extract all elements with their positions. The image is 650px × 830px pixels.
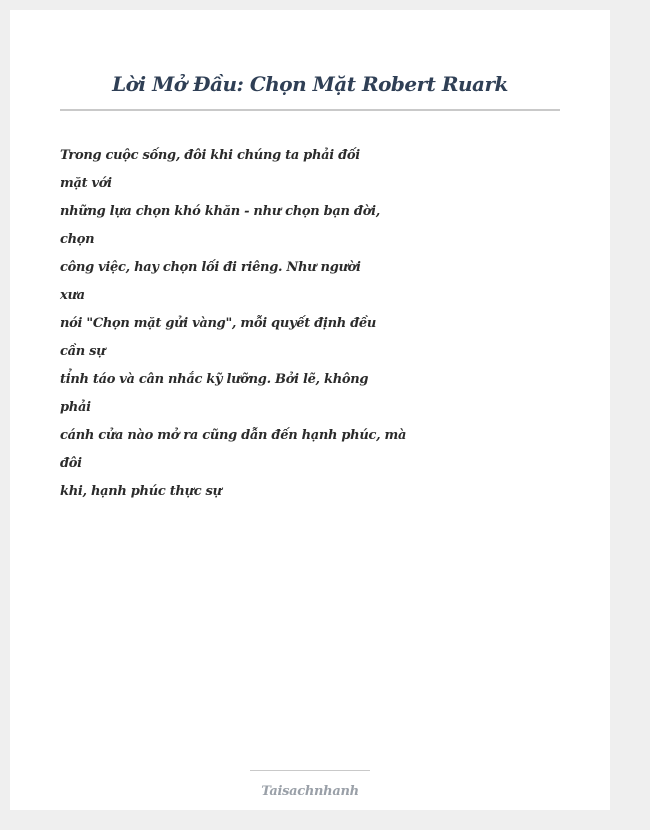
body-text	[60, 142, 407, 506]
body-line: xưa	[60, 288, 85, 303]
body-line: khi, hạnh phúc thực sự	[60, 484, 222, 499]
page-title: Lời Mở Đầu: Chọn Mặt Robert Ruark	[112, 72, 508, 96]
body-line: cánh cửa nào mở ra cũng dẫn đến hạnh phúc, mà	[60, 428, 407, 443]
body-line: Trong cuộc sống, đôi khi chúng ta phải đối	[60, 148, 360, 163]
body-line: phải	[60, 400, 91, 415]
body-line: công việc, hay chọn lối đi riêng. Như người	[60, 260, 361, 275]
body-line: cần sự	[60, 344, 106, 359]
footer-divider	[250, 770, 370, 771]
document-page	[10, 10, 610, 810]
body-line: mặt với	[60, 176, 112, 191]
title-divider	[60, 109, 560, 111]
body-line: chọn	[60, 232, 95, 247]
body-line: những lựa chọn khó khăn - như chọn bạn đời,	[60, 204, 380, 219]
footer-source: Taisachnhanh	[261, 784, 359, 799]
body-line: nói "Chọn mặt gửi vàng", mỗi quyết định đều	[60, 316, 377, 331]
body-line: tỉnh táo và cân nhắc kỹ lưỡng. Bởi lẽ, không	[60, 372, 369, 387]
body-line: đôi	[60, 456, 82, 471]
